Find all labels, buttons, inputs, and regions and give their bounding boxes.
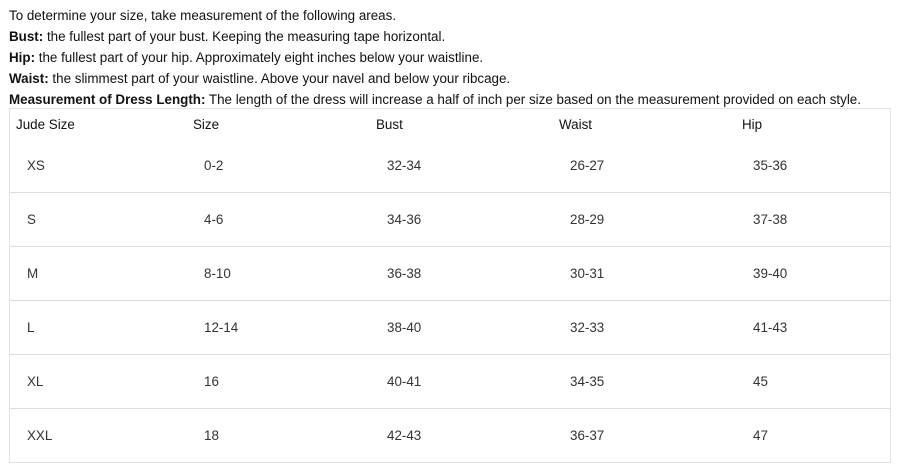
intro-line [9, 5, 899, 26]
cell-bust: 42-43 [370, 409, 553, 463]
cell-jude-size: XXL [10, 409, 188, 463]
table-row [10, 301, 891, 355]
table-row [10, 355, 891, 409]
bust-text: the fullest part of your bust. Keeping the measuring tape horizontal. [43, 29, 446, 44]
hip-definition [9, 47, 899, 68]
table-row [10, 193, 891, 247]
cell-jude-size: XL [10, 355, 188, 409]
cell-hip: 41-43 [736, 301, 891, 355]
cell-bust: 36-38 [370, 247, 553, 301]
cell-size: 0-2 [187, 139, 370, 193]
cell-waist: 30-31 [553, 247, 736, 301]
table-header-row [10, 109, 891, 140]
waist-label: Waist: [9, 71, 49, 86]
cell-hip: 47 [736, 409, 891, 463]
cell-waist: 26-27 [553, 139, 736, 193]
cell-hip: 39-40 [736, 247, 891, 301]
cell-jude-size: S [10, 193, 188, 247]
cell-jude-size: L [10, 301, 188, 355]
size-guide-intro [9, 5, 899, 110]
cell-size: 16 [187, 355, 370, 409]
dress-length-text: The length of the dress will increase a half of inch per size based on the measurement provided on each style. [205, 92, 861, 107]
cell-size: 18 [187, 409, 370, 463]
header-waist: Waist [559, 116, 592, 132]
cell-bust: 34-36 [370, 193, 553, 247]
waist-definition [9, 68, 899, 89]
cell-waist: 28-29 [553, 193, 736, 247]
cell-waist: 36-37 [553, 409, 736, 463]
cell-size: 8-10 [187, 247, 370, 301]
cell-waist: 34-35 [553, 355, 736, 409]
dress-length-definition [9, 89, 899, 110]
hip-label: Hip: [9, 50, 36, 65]
header-size: Size [193, 116, 220, 132]
header-hip: Hip [742, 116, 763, 132]
bust-definition [9, 26, 899, 47]
size-chart-table [9, 108, 891, 463]
intro-text: To determine your size, take measurement of the following areas. [9, 8, 397, 23]
bust-label: Bust: [9, 29, 44, 44]
cell-bust: 32-34 [370, 139, 553, 193]
cell-hip: 45 [736, 355, 891, 409]
waist-text: the slimmest part of your waistline. Above your navel and below your ribcage. [48, 71, 511, 86]
cell-hip: 35-36 [736, 139, 891, 193]
hip-text: the fullest part of your hip. Approximately eight inches below your waistline. [35, 50, 484, 65]
cell-hip: 37-38 [736, 193, 891, 247]
table-row [10, 409, 891, 463]
header-jude-size: Jude Size [16, 116, 75, 132]
dress-length-label: Measurement of Dress Length: [9, 92, 206, 107]
cell-size: 4-6 [187, 193, 370, 247]
table-row [10, 247, 891, 301]
cell-jude-size: M [10, 247, 188, 301]
cell-bust: 38-40 [370, 301, 553, 355]
cell-waist: 32-33 [553, 301, 736, 355]
header-bust: Bust [376, 116, 403, 132]
cell-bust: 40-41 [370, 355, 553, 409]
table-row [10, 139, 891, 193]
cell-jude-size: XS [10, 139, 188, 193]
cell-size: 12-14 [187, 301, 370, 355]
